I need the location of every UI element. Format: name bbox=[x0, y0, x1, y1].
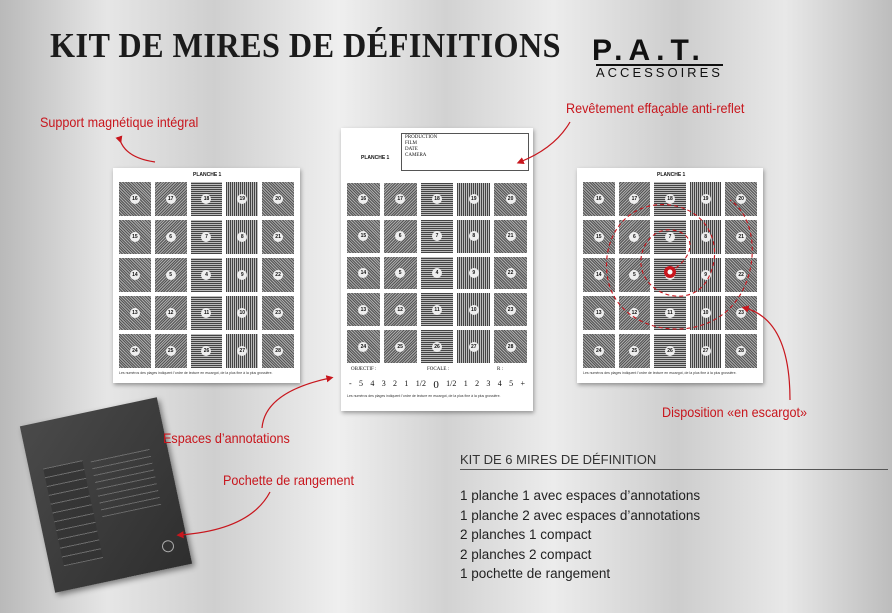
target-number: 16 bbox=[130, 194, 140, 204]
target-number: 6 bbox=[166, 232, 176, 242]
scale-mark: 2 bbox=[393, 379, 398, 388]
annotation-field-camera: CAMERA bbox=[405, 153, 427, 158]
target-number: 22 bbox=[273, 270, 283, 280]
list-item: 1 pochette de rangement bbox=[460, 566, 611, 581]
target-number: 22 bbox=[736, 270, 746, 280]
target-number: 27 bbox=[469, 342, 479, 352]
target-number: 9 bbox=[469, 268, 479, 278]
target-number: 15 bbox=[130, 232, 140, 242]
target-number: 20 bbox=[736, 194, 746, 204]
target-number: 12 bbox=[395, 305, 405, 315]
target-number: 4 bbox=[432, 268, 442, 278]
target-number: 10 bbox=[701, 308, 711, 318]
target-number: 12 bbox=[629, 308, 639, 318]
target-number: 28 bbox=[506, 342, 516, 352]
target-number: 24 bbox=[130, 346, 140, 356]
target-number: 25 bbox=[395, 342, 405, 352]
target-number: 26 bbox=[432, 342, 442, 352]
logo-main: P.A.T. bbox=[592, 34, 706, 67]
target-number: 8 bbox=[469, 231, 479, 241]
arrow-support bbox=[120, 140, 155, 162]
target-number: 5 bbox=[166, 270, 176, 280]
arrow-espaces bbox=[262, 378, 330, 428]
sheet-footnote: Les numéros des plages indiquent l’ordre de lecture en escargot, de la plus fine à la plus grossière. bbox=[347, 394, 501, 398]
target-number: 17 bbox=[166, 194, 176, 204]
target-number: 20 bbox=[273, 194, 283, 204]
target-number: 8 bbox=[701, 232, 711, 242]
scale-mark: 1 bbox=[404, 379, 409, 388]
target-number: 17 bbox=[629, 194, 639, 204]
target-number: 11 bbox=[432, 305, 442, 315]
target-number: 15 bbox=[594, 232, 604, 242]
target-number: 13 bbox=[594, 308, 604, 318]
r-label: R : bbox=[497, 367, 503, 372]
target-number: 23 bbox=[273, 308, 283, 318]
target-number: 9 bbox=[701, 270, 711, 280]
scale-mark: 5 bbox=[359, 379, 364, 388]
info-divider bbox=[460, 469, 888, 470]
target-number: 26 bbox=[665, 346, 675, 356]
target-number: 28 bbox=[736, 346, 746, 356]
scale-mark: 1 bbox=[463, 379, 468, 388]
callout-disposition: Disposition «en escargot» bbox=[662, 404, 807, 420]
target-number: 22 bbox=[506, 268, 516, 278]
target-number: 7 bbox=[201, 232, 211, 242]
target-number: 18 bbox=[432, 194, 442, 204]
sheet-footnote: Les numéros des plages indiquent l’ordre de lecture en escargot, de la plus fine à la plus grossière. bbox=[583, 371, 737, 375]
scale-mark: 2 bbox=[475, 379, 480, 388]
annotation-field-production: PRODUCTION bbox=[405, 135, 438, 140]
target-number: 6 bbox=[629, 232, 639, 242]
info-list bbox=[460, 486, 700, 584]
list-item: 1 planche 1 avec espaces d’annotations bbox=[460, 488, 701, 503]
callout-pochette: Pochette de rangement bbox=[223, 472, 354, 488]
scale-mark: 4 bbox=[497, 379, 502, 388]
sheet-footnote: Les numéros des plages indiquent l’ordre de lecture en escargot, de la plus fine à la plus grossière. bbox=[119, 371, 273, 375]
target-number: 14 bbox=[130, 270, 140, 280]
target-number: 16 bbox=[358, 194, 368, 204]
scale-mark: 4 bbox=[370, 379, 375, 388]
target-number: 11 bbox=[201, 308, 211, 318]
scale-mark: 5 bbox=[509, 379, 514, 388]
objectif-label: OBJECTIF : bbox=[351, 367, 377, 372]
annotation-field-date: DATE bbox=[405, 147, 418, 152]
arrow-disposition bbox=[745, 308, 790, 400]
target-number: 6 bbox=[395, 231, 405, 241]
target-number: 11 bbox=[665, 308, 675, 318]
target-number: 27 bbox=[701, 346, 711, 356]
target-number: 25 bbox=[166, 346, 176, 356]
target-number: 7 bbox=[665, 232, 675, 242]
target-number: 19 bbox=[701, 194, 711, 204]
target-number: 21 bbox=[273, 232, 283, 242]
list-item: 1 planche 2 avec espaces d’annotations bbox=[460, 507, 701, 523]
target-number: 25 bbox=[629, 346, 639, 356]
target-number: 16 bbox=[594, 194, 604, 204]
target-number: 10 bbox=[469, 305, 479, 315]
target-number: 13 bbox=[130, 308, 140, 318]
target-number: 15 bbox=[358, 231, 368, 241]
list-item: 2 planches 1 compact bbox=[460, 527, 592, 542]
info-title: KIT DE 6 MIRES DE DÉFINITION bbox=[460, 452, 657, 467]
target-number: 23 bbox=[506, 305, 516, 315]
target-number: 5 bbox=[629, 270, 639, 280]
arrow-pochette bbox=[180, 492, 270, 535]
target-number: 21 bbox=[736, 232, 746, 242]
scale-mark: - bbox=[349, 379, 352, 388]
target-number: 18 bbox=[665, 194, 675, 204]
callout-espaces: Espaces d’annotations bbox=[163, 430, 290, 446]
scale-mark: 1/2 bbox=[415, 379, 426, 388]
scale-mark: 3 bbox=[381, 379, 386, 388]
target-number: 12 bbox=[166, 308, 176, 318]
callout-support: Support magnétique intégral bbox=[40, 114, 199, 130]
sheet-title: PLANCHE 1 bbox=[657, 172, 686, 178]
target-number: 14 bbox=[594, 270, 604, 280]
callout-revetement: Revêtement effaçable anti-reflet bbox=[566, 100, 745, 116]
scale-mark: 0 bbox=[433, 379, 439, 391]
arrow-revetement bbox=[520, 122, 570, 162]
target-number: 28 bbox=[273, 346, 283, 356]
list-item: 2 planches 2 compact bbox=[460, 546, 592, 562]
sheet-title: PLANCHE 1 bbox=[361, 155, 390, 161]
target-number: 8 bbox=[237, 232, 247, 242]
target-number: 23 bbox=[736, 308, 746, 318]
spiral-overlay bbox=[607, 200, 753, 329]
scale-mark: + bbox=[520, 379, 525, 388]
target-number: 7 bbox=[432, 231, 442, 241]
target-number: 14 bbox=[358, 268, 368, 278]
target-number: 10 bbox=[237, 308, 247, 318]
annotation-field-film: FILM bbox=[405, 141, 417, 146]
target-number: 19 bbox=[469, 194, 479, 204]
target-number: 24 bbox=[594, 346, 604, 356]
target-number: 5 bbox=[395, 268, 405, 278]
page-title: KIT DE MIRES DE DÉFINITIONS bbox=[50, 26, 562, 65]
target-number: 26 bbox=[201, 346, 211, 356]
focale-label: FOCALE : bbox=[427, 367, 450, 372]
target-number: 17 bbox=[395, 194, 405, 204]
target-number: 4 bbox=[201, 270, 211, 280]
target-number: 18 bbox=[201, 194, 211, 204]
target-number: 13 bbox=[358, 305, 368, 315]
target-number: 21 bbox=[506, 231, 516, 241]
scale-mark: 1/2 bbox=[446, 379, 457, 388]
target-number: 19 bbox=[237, 194, 247, 204]
target-number: 20 bbox=[506, 194, 516, 204]
target-number: 24 bbox=[358, 342, 368, 352]
scale-mark: 3 bbox=[486, 379, 491, 388]
target-number: 27 bbox=[237, 346, 247, 356]
sheet-title: PLANCHE 1 bbox=[193, 172, 222, 178]
logo-sub: ACCESSOIRES bbox=[596, 65, 723, 80]
target-number: 9 bbox=[237, 270, 247, 280]
